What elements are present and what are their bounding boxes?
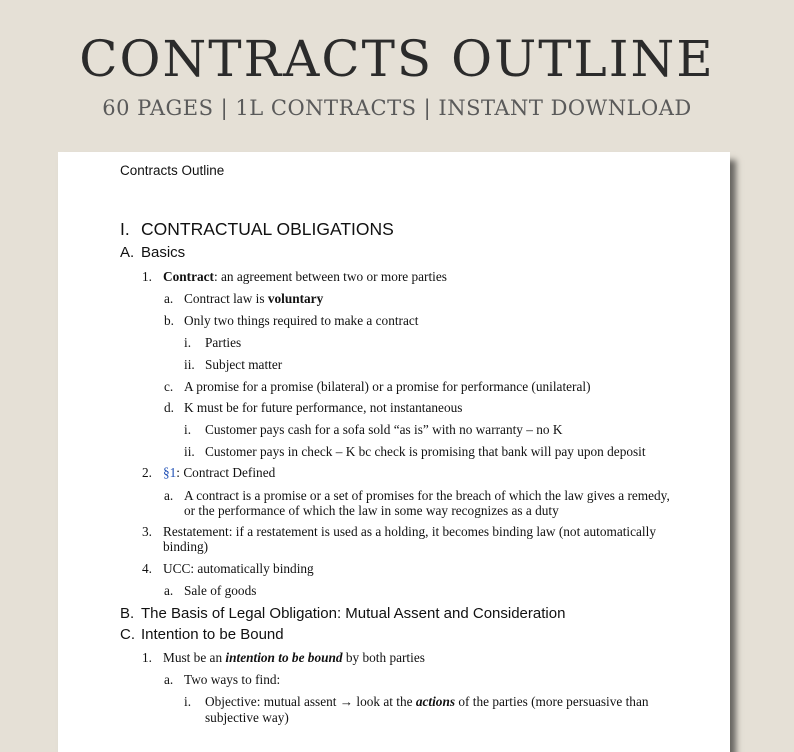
outline-item-4a: a. Sale of goods [164,583,257,598]
section-heading-b: B. The Basis of Legal Obligation: Mutual Assent and Consideration [120,605,566,622]
outline-item-4: 4. UCC: automatically binding [142,561,314,576]
outline-item-1c: c. A promise for a promise (bilateral) or a promise for performance (unilateral) [164,379,591,394]
document-header: Contracts Outline [120,163,225,178]
section-1-link[interactable]: §1 [163,465,177,480]
outline-item-2: 2. §1: Contract Defined [142,465,276,480]
outline-item-1d-i: i. Customer pays cash for a sofa sold “as is” with no warranty – no K [184,422,563,437]
banner-subtitle: 60 PAGES | 1L CONTRACTS | INSTANT DOWNLOAD [102,96,692,120]
right-arrow-icon: → [339,694,354,709]
outline-item-2a: a. A contract is a promise or a set of promises for the breach of which the law gives a remedy, [164,488,670,503]
outline-item-c1a-i: i. Objective: mutual assent → look at the actions of the parties (more persuasive than [184,694,649,709]
outline-item-1b-i: i. Parties [184,335,242,350]
outline-item-1: 1. Contract: an agreement between two or more parties [142,269,447,284]
outline-item-2a-cont: or the performance of which the law in some way recognizes as a duty [184,503,559,518]
outline-item-c1: 1. Must be an intention to be bound by both parties [142,650,425,665]
outline-item-3-cont: binding) [163,539,209,554]
section-heading-c: C. Intention to be Bound [120,626,284,643]
outline-item-1a: a. Contract law is voluntary [164,291,324,306]
outline-item-1d-ii: ii. Customer pays in check – K bc check is promising that bank will pay upon deposit [184,444,646,459]
outline-item-1b: b. Only two things required to make a contract [164,313,419,328]
section-heading-a: A. Basics [120,244,186,261]
section-heading-i: I. CONTRACTUAL OBLIGATIONS [120,219,394,239]
outline-item-1d: d. K must be for future performance, not instantaneous [164,400,463,415]
outline-item-1b-ii: ii. Subject matter [184,357,283,372]
outline-item-3: 3. Restatement: if a restatement is used as a holding, it becomes binding law (not automatically [142,524,656,539]
outline-item-c1a-i-cont: subjective way) [205,710,289,725]
outline-item-c1a: a. Two ways to find: [164,672,281,687]
document-page [58,152,730,752]
banner-title: CONTRACTS OUTLINE [79,30,715,88]
